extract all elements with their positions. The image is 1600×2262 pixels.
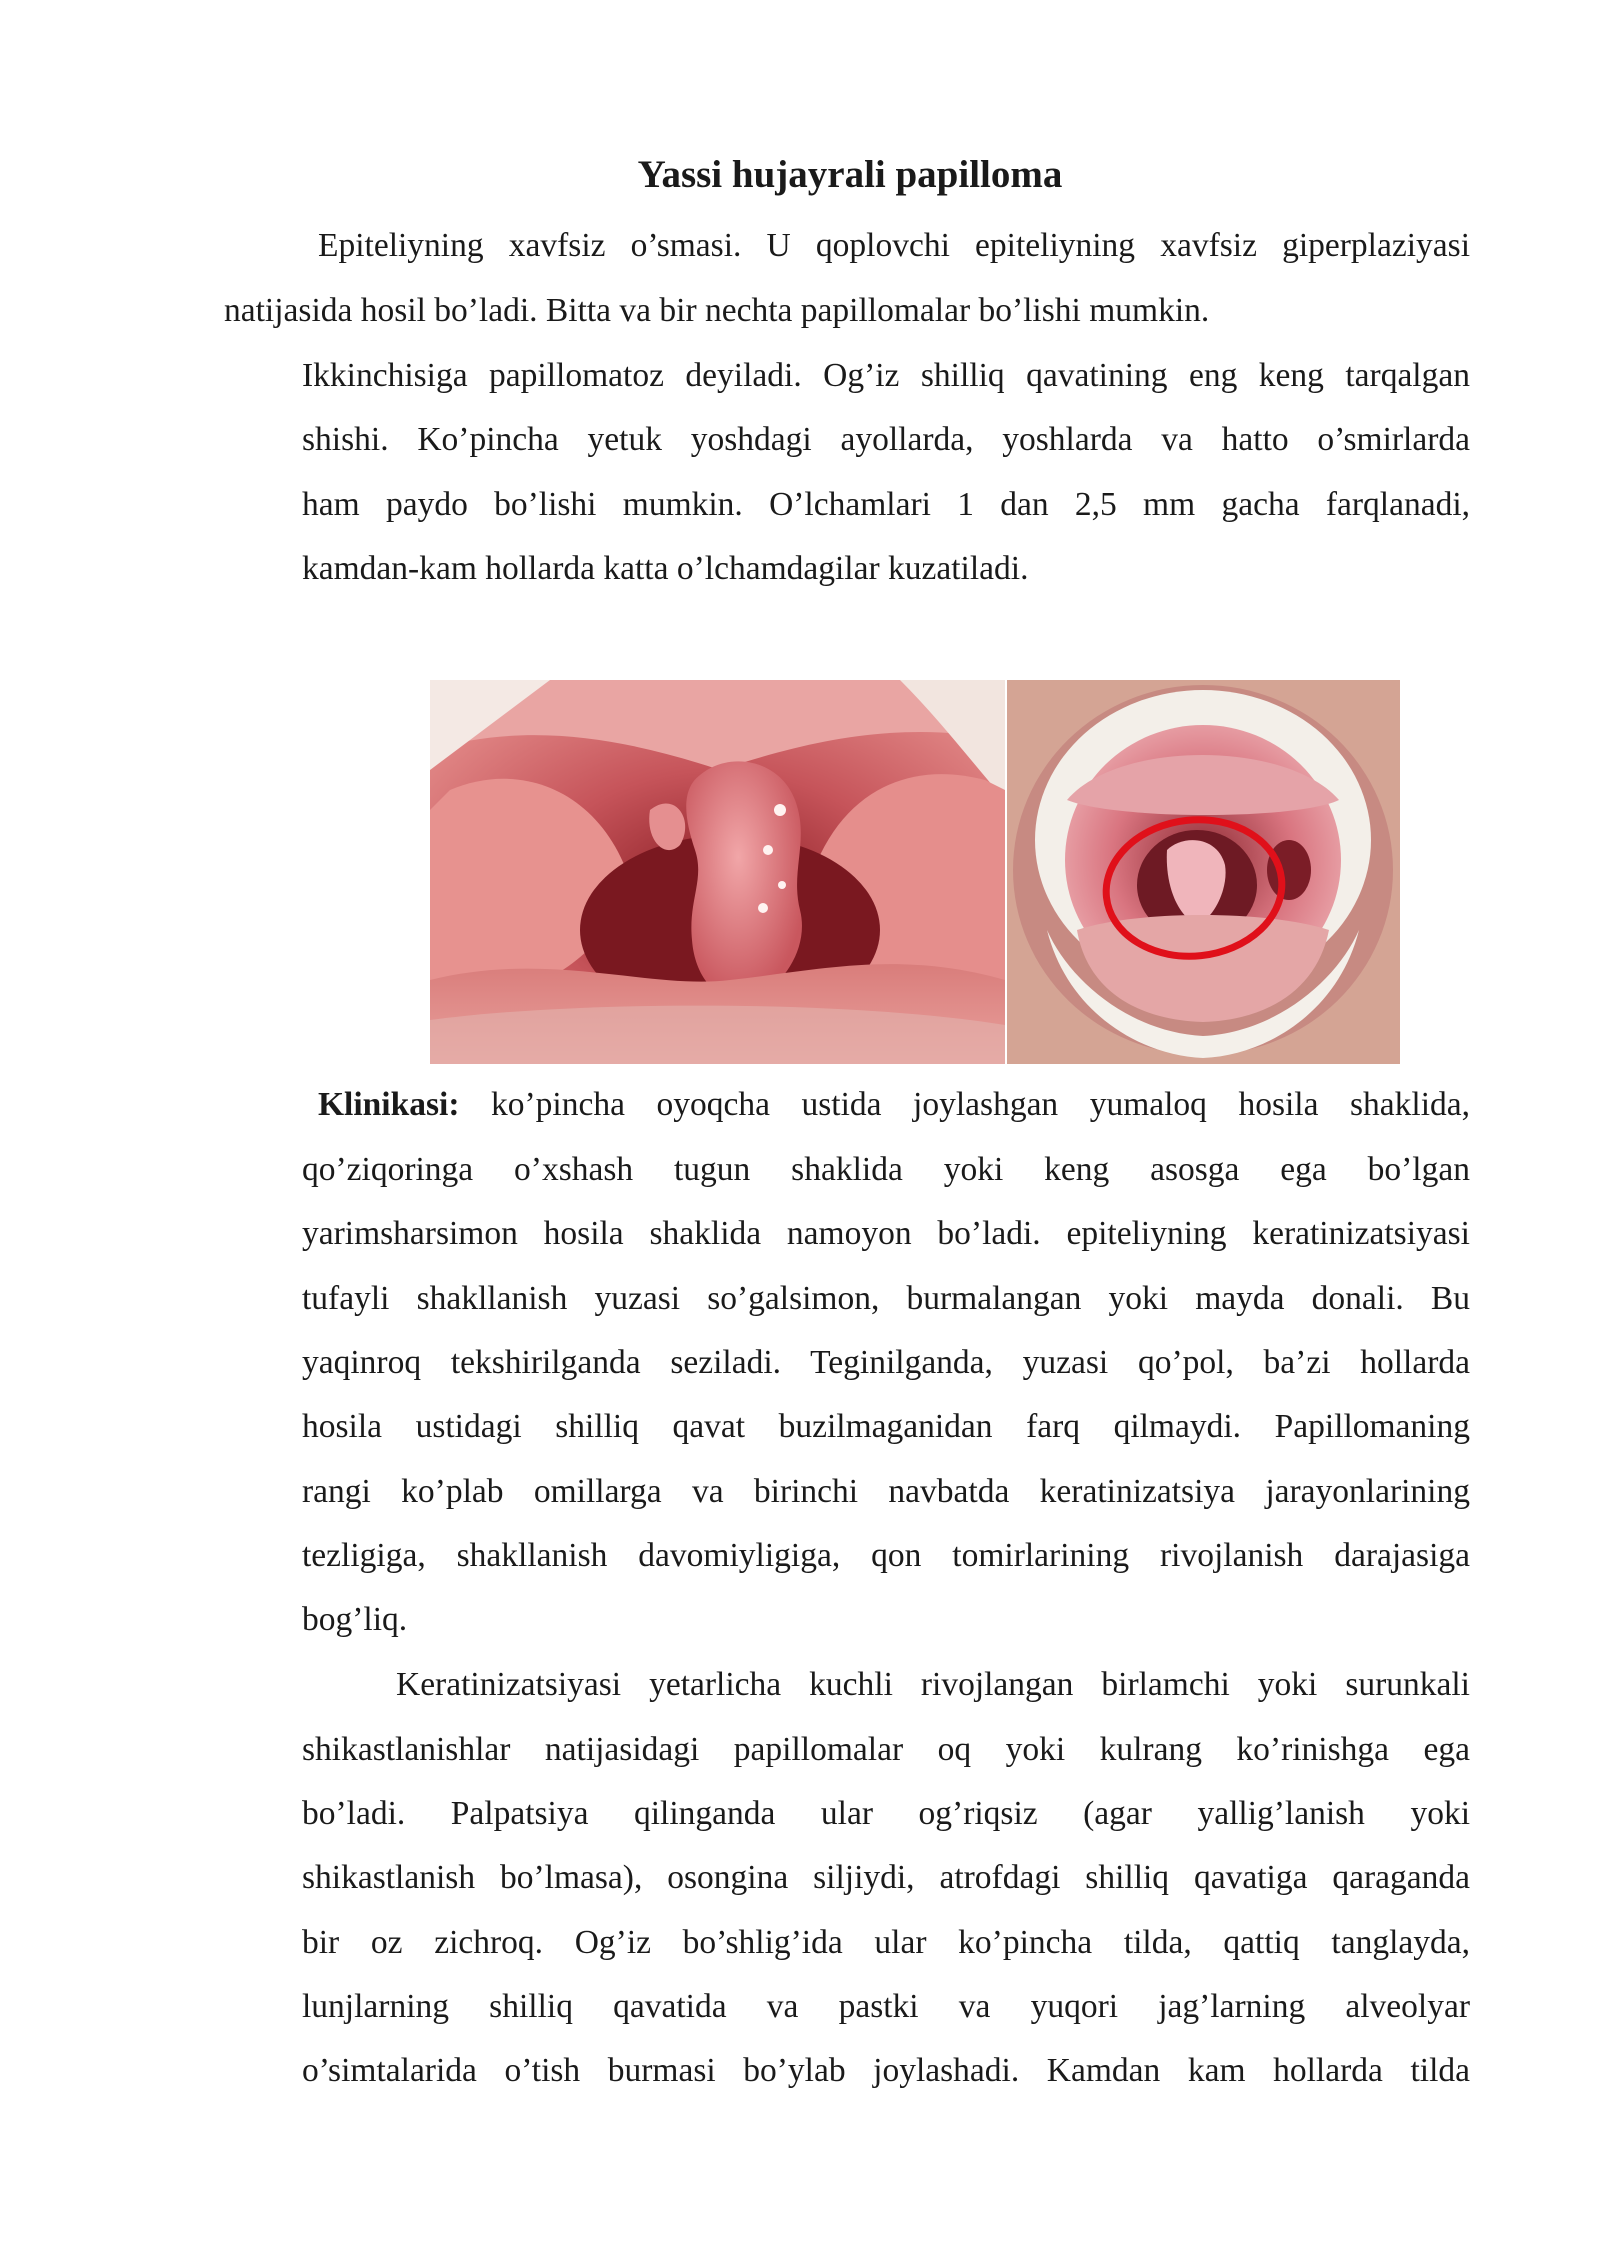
clinic-line-1	[318, 1081, 1470, 1129]
para3-line-6: lunjlarning shilliq qavatida va pastki va yuqori jag’larning alveolyar	[302, 1988, 1470, 2025]
clinic-line-4: tufayli shakllanish yuzasi so’galsimon, burmalangan yoki mayda donali. Bu	[302, 1280, 1470, 1317]
figure-open-mouth-circled	[1007, 680, 1400, 1064]
intro-line-4: shishi. Ko’pincha yetuk yoshdagi ayollarda, yoshlarda va hatto o’smirlarda	[302, 421, 1470, 458]
clinic-label: Klinikasi:	[318, 1086, 460, 1123]
page-title: Yassi hujayrali papilloma	[637, 153, 1063, 196]
clinic-line-5: yaqinroq tekshirilganda seziladi. Teginilganda, yuzasi qo’pol, ba’zi hollarda	[302, 1344, 1470, 1381]
clinic-line-3: yarimsharsimon hosila shaklida namoyon bo’ladi. epiteliyning keratinizatsiyasi	[302, 1215, 1470, 1252]
para3-line-1: Keratinizatsiyasi yetarlicha kuchli rivojlangan birlamchi yoki surunkali	[396, 1666, 1470, 1703]
para3-line-3: bo’ladi. Palpatsiya qilinganda ular og’riqsiz (agar yallig’lanish yoki	[302, 1795, 1470, 1832]
figure-oral-papilloma-closeup	[430, 680, 1005, 1064]
clinic-line-9: bog’liq.	[302, 1601, 408, 1638]
intro-line-5: ham paydo bo’lishi mumkin. O’lchamlari 1 dan 2,5 mm gacha farqlanadi,	[302, 486, 1470, 523]
intro-line-2: natijasida hosil bo’ladi. Bitta va bir nechta papillomalar bo’lishi mumkin.	[224, 292, 1210, 329]
papilloma-closeup-image	[430, 680, 1005, 1064]
clinic-line-8: tezligiga, shakllanish davomiyligiga, qon tomirlarining rivojlanish darajasiga	[302, 1537, 1470, 1574]
intro-line-6: kamdan-kam hollarda katta o’lchamdagilar kuzatiladi.	[302, 550, 1029, 587]
clinic-line-6: hosila ustidagi shilliq qavat buzilmaganidan farq qilmaydi. Papillomaning	[302, 1408, 1470, 1445]
para3-line-4: shikastlanish bo’lmasa), osongina siljiydi, atrofdagi shilliq qavatiga qaraganda	[302, 1859, 1470, 1896]
para3-line-5: bir oz zichroq. Og’iz bo’shlig’ida ular ko’pincha tilda, qattiq tanglayda,	[302, 1924, 1470, 1961]
para3-line-7: o’simtalarida o’tish burmasi bo’ylab joylashadi. Kamdan kam hollarda tilda	[302, 2052, 1470, 2089]
intro-line-1: Epiteliyning xavfsiz o’smasi. U qoplovchi epiteliyning xavfsiz giperplaziyasi	[318, 227, 1470, 264]
clinic-line-7: rangi ko’plab omillarga va birinchi navbatda keratinizatsiya jarayonlarining	[302, 1473, 1470, 1510]
clinic-first-line: ko’pincha oyoqcha ustida joylashgan yumaloq hosila shaklida,	[491, 1086, 1471, 1123]
clinic-line-2: qo’ziqoringa o’xshash tugun shaklida yoki keng asosga ega bo’lgan	[302, 1151, 1470, 1188]
para3-line-2: shikastlanishlar natijasidagi papillomalar oq yoki kulrang ko’rinishga ega	[302, 1731, 1470, 1768]
intro-line-3: Ikkinchisiga papillomatoz deyiladi. Og’iz shilliq qavatining eng keng tarqalgan	[302, 357, 1470, 394]
open-mouth-image	[1007, 680, 1400, 1064]
